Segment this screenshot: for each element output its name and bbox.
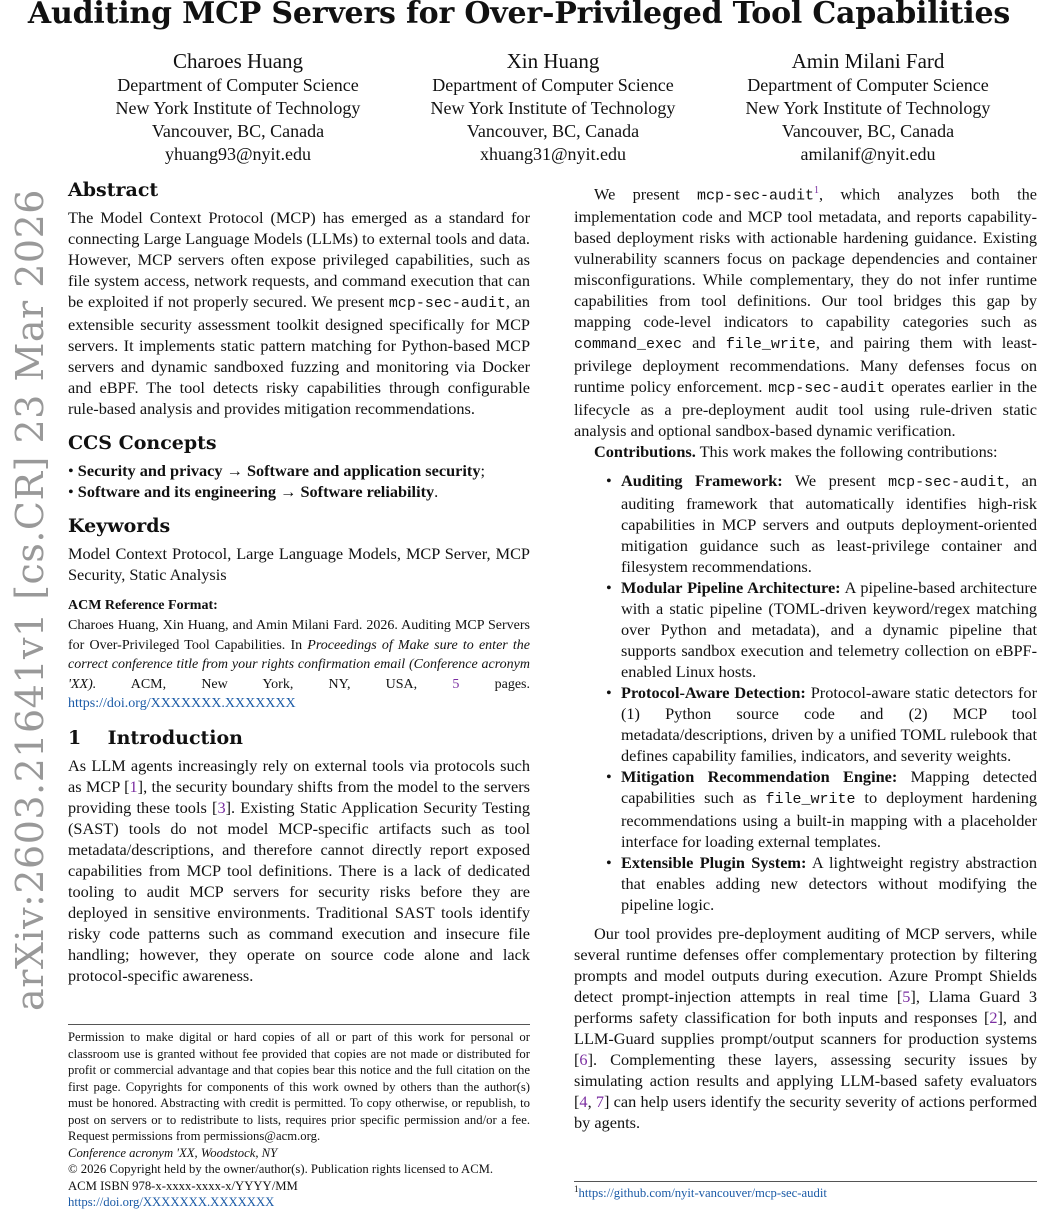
intro-text: As LLM agents increasingly rely on external tools via protocols such as MCP [1], the security boundary shifts from the model to the servers providing these tools [3]. Existing Static Application Security Testing (SAST) tools do not model MCP-specific artifacts such as tool metadata/descriptions, and therefore cannot directly report exposed capabilities from MCP tool definitions. There is a lack of dedicated tooling to audit MCP servers for security risks before they are deployed in sensitive environments. Traditional SAST tools identify risky code patterns such as command execution and insecure file handling; however, they operate on source code alone and lack protocol-specific awareness. bbox=[68, 755, 531, 985]
contributions-intro: Contributions. This work makes the following contributions: bbox=[594, 442, 998, 462]
author-1 bbox=[78, 48, 398, 166]
contributions-list bbox=[574, 470, 1037, 915]
author-dept: Department of Computer Science bbox=[747, 75, 989, 95]
footnote-marker[interactable]: 1 bbox=[813, 185, 819, 196]
author-2 bbox=[393, 48, 713, 166]
footnote-number: 1 bbox=[574, 1184, 579, 1194]
ccs-heading: CCS Concepts bbox=[68, 432, 217, 454]
acm-ref-text: Charoes Huang, Xin Huang, and Amin Milani Fard. 2026. Auditing MCP Servers for Over-Privileged Tool Capabilities. In Proceedings of Make sure to enter the correct conference title from your rights confirmation email (Conference acronym 'XX). ACM, New York, NY, USA, 5 pages. https://doi.org/XXXXXXX.XXXXXXX bbox=[68, 618, 530, 711]
right-column bbox=[574, 180, 1037, 1133]
list-item: • Extensible Plugin System: A lightweight registry abstraction that enables adding new detectors without modifying the pipeline logic. bbox=[606, 853, 1037, 915]
permission-notice bbox=[68, 1024, 530, 1211]
citation-link[interactable]: 4 bbox=[579, 1092, 588, 1112]
author-location: Vancouver, BC, Canada bbox=[466, 121, 640, 141]
citation-link[interactable]: 6 bbox=[579, 1050, 588, 1070]
abstract-heading: Abstract bbox=[68, 179, 159, 201]
right-paragraph-2: Our tool provides pre-deployment auditing of MCP servers, while several runtime defenses offer complementary protection by filtering prompts and model outputs during execution. Azure Prompt Shields detect prompt-injection attempts in real time [5], Llama Guard 3 performs safety classification for both inputs and responses [2], and LLM-Guard supplies prompt/output scanners for production systems [6]. Complementing these layers, assessing security issues by simulating action results and applying LLM-based safety evaluators [4, 7] can help users identify the security severity of actions performed by agents. bbox=[574, 924, 1038, 1133]
github-footnote bbox=[574, 1181, 1037, 1201]
citation-link[interactable]: 3 bbox=[217, 797, 226, 817]
author-block bbox=[68, 48, 1038, 168]
list-item: • Mitigation Recommendation Engine: Mapping detected capabilities such as file_write to deployment hardening recommendations using a built-in mapping with a placeholder interface for loading external templates. bbox=[606, 767, 1037, 852]
acm-ref-doi-link[interactable]: https://doi.org/XXXXXXX.XXXXXXX bbox=[68, 696, 296, 711]
paper-title: Auditing MCP Servers for Over-Privileged Tool Capabilities bbox=[27, 0, 1011, 31]
author-inst: New York Institute of Technology bbox=[115, 98, 361, 118]
author-inst: New York Institute of Technology bbox=[745, 98, 991, 118]
author-email[interactable]: xhuang31@nyit.edu bbox=[479, 144, 627, 164]
list-item: • Auditing Framework: We present mcp-sec-audit, an auditing framework that automatically identifies high-risk capabilities in MCP servers and outputs deployment-oriented mitigation guidance such as least-privilege container and filesystem recommendations. bbox=[606, 471, 1037, 577]
isbn-line: ACM ISBN 978-x-xxxx-xxxx-x/YYYY/MM bbox=[68, 1178, 298, 1193]
citation-link[interactable]: 2 bbox=[989, 1008, 998, 1028]
author-location: Vancouver, BC, Canada bbox=[781, 121, 955, 141]
author-location: Vancouver, BC, Canada bbox=[151, 121, 325, 141]
author-dept: Department of Computer Science bbox=[432, 75, 674, 95]
list-item: • Protocol-Aware Detection: Protocol-aware static detectors for (1) Python source code and (2) MCP tool metadata/descriptions, driven by a unified TOML rulebook that defines capability families, indicators, and severity weights. bbox=[606, 683, 1037, 766]
citation-link[interactable]: 5 bbox=[902, 987, 911, 1007]
doi-link[interactable]: https://doi.org/XXXXXXX.XXXXXXX bbox=[68, 1195, 275, 1209]
author-email[interactable]: yhuang93@nyit.edu bbox=[164, 144, 312, 164]
right-paragraph-1: We present mcp-sec-audit$^1$, which analyzes both the implementation code and MCP tool metadata, and reports capability-based deployment risks with actionable hardening guidance. Existing vulnerability scanners focus on package dependencies and container misconfigurations. While complementary, they do not infer runtime capabilities from tool definitions. Our tool bridges this gap by mapping code-level indicators to capability categories such as command_exec and file_write, and pairing them with least-privilege deployment recommendations. Many defenses focus on runtime policy enforcement. mcp-sec-audit operates earlier in the lifecycle as a pre-deployment audit tool using rule-driven static analysis and optional sandbox-based dynamic verification. bbox=[574, 184, 1037, 441]
keywords-heading: Keywords bbox=[68, 515, 171, 537]
abstract-text: The Model Context Protocol (MCP) has emerged as a standard for connecting Large Language Models (LLMs) to external tools and data. However, MCP servers often expose privileged capabilities, such as file system access, network requests, and command execution that can be exploited if not properly secured. We present mcp-sec-audit, an extensible security assessment toolkit designed specifically for MCP servers. It implements static pattern matching for Python-based MCP servers and dynamic sandboxed fuzzing and monitoring via Docker and eBPF. The tool detects risky capabilities through configurable rule-based analysis and provides mitigation recommendations. bbox=[68, 208, 530, 418]
github-link[interactable]: https://github.com/nyit-vancouver/mcp-sec-audit bbox=[578, 1186, 827, 1201]
ccs-concept-1: • Security and privacy → Software and application security; bbox=[68, 461, 485, 480]
arxiv-id[interactable]: arXiv:2603.21641v1 [cs.CR] 23 Mar 2026 bbox=[8, 189, 52, 1011]
author-3 bbox=[708, 48, 1028, 166]
author-dept: Department of Computer Science bbox=[117, 75, 359, 95]
acm-ref-heading: ACM Reference Format: bbox=[68, 598, 218, 613]
list-item: • Modular Pipeline Architecture: A pipeline-based architecture with a static pipeline (TOML-driven keyword/regex matching over Python and metadata), and a dynamic pipeline that supports sandbox execution and telemetry collection on eBPF-enabled Linux hosts. bbox=[606, 578, 1038, 682]
keywords-text: Model Context Protocol, Large Language Models, MCP Server, MCP Security, Static Analysis bbox=[68, 544, 530, 584]
permission-text: Permission to make digital or hard copies of all or part of this work for personal or classroom use is granted without fee provided that copies are not made or distributed for profit or commercial advantage and that copies bear this notice and the full citation on the first page. Copyrights for components of this work owned by others than the author(s) must be honored. Abstracting with credit is permitted. To copy otherwise, or republish, to post on servers or to redistribute to lists, requires prior specific permission and/or a fee. Request permissions from permissions@acm.org. bbox=[68, 1030, 530, 1143]
author-inst: New York Institute of Technology bbox=[430, 98, 676, 118]
left-column bbox=[68, 180, 530, 986]
author-name: Charoes Huang bbox=[172, 49, 304, 73]
copyright-line: © 2026 Copyright held by the owner/author(s). Publication rights licensed to ACM. bbox=[68, 1162, 494, 1176]
ccs-concept-2: • Software and its engineering → Software reliability. bbox=[68, 482, 439, 501]
author-name: Xin Huang bbox=[506, 49, 600, 73]
conference-line: Conference acronym 'XX, Woodstock, NY bbox=[68, 1145, 278, 1160]
author-name: Amin Milani Fard bbox=[791, 49, 945, 73]
citation-link[interactable]: 1 bbox=[129, 776, 138, 796]
author-email[interactable]: amilanif@nyit.edu bbox=[800, 144, 936, 164]
intro-heading: 1 Introduction bbox=[68, 726, 243, 749]
citation-link[interactable]: 7 bbox=[595, 1092, 605, 1112]
